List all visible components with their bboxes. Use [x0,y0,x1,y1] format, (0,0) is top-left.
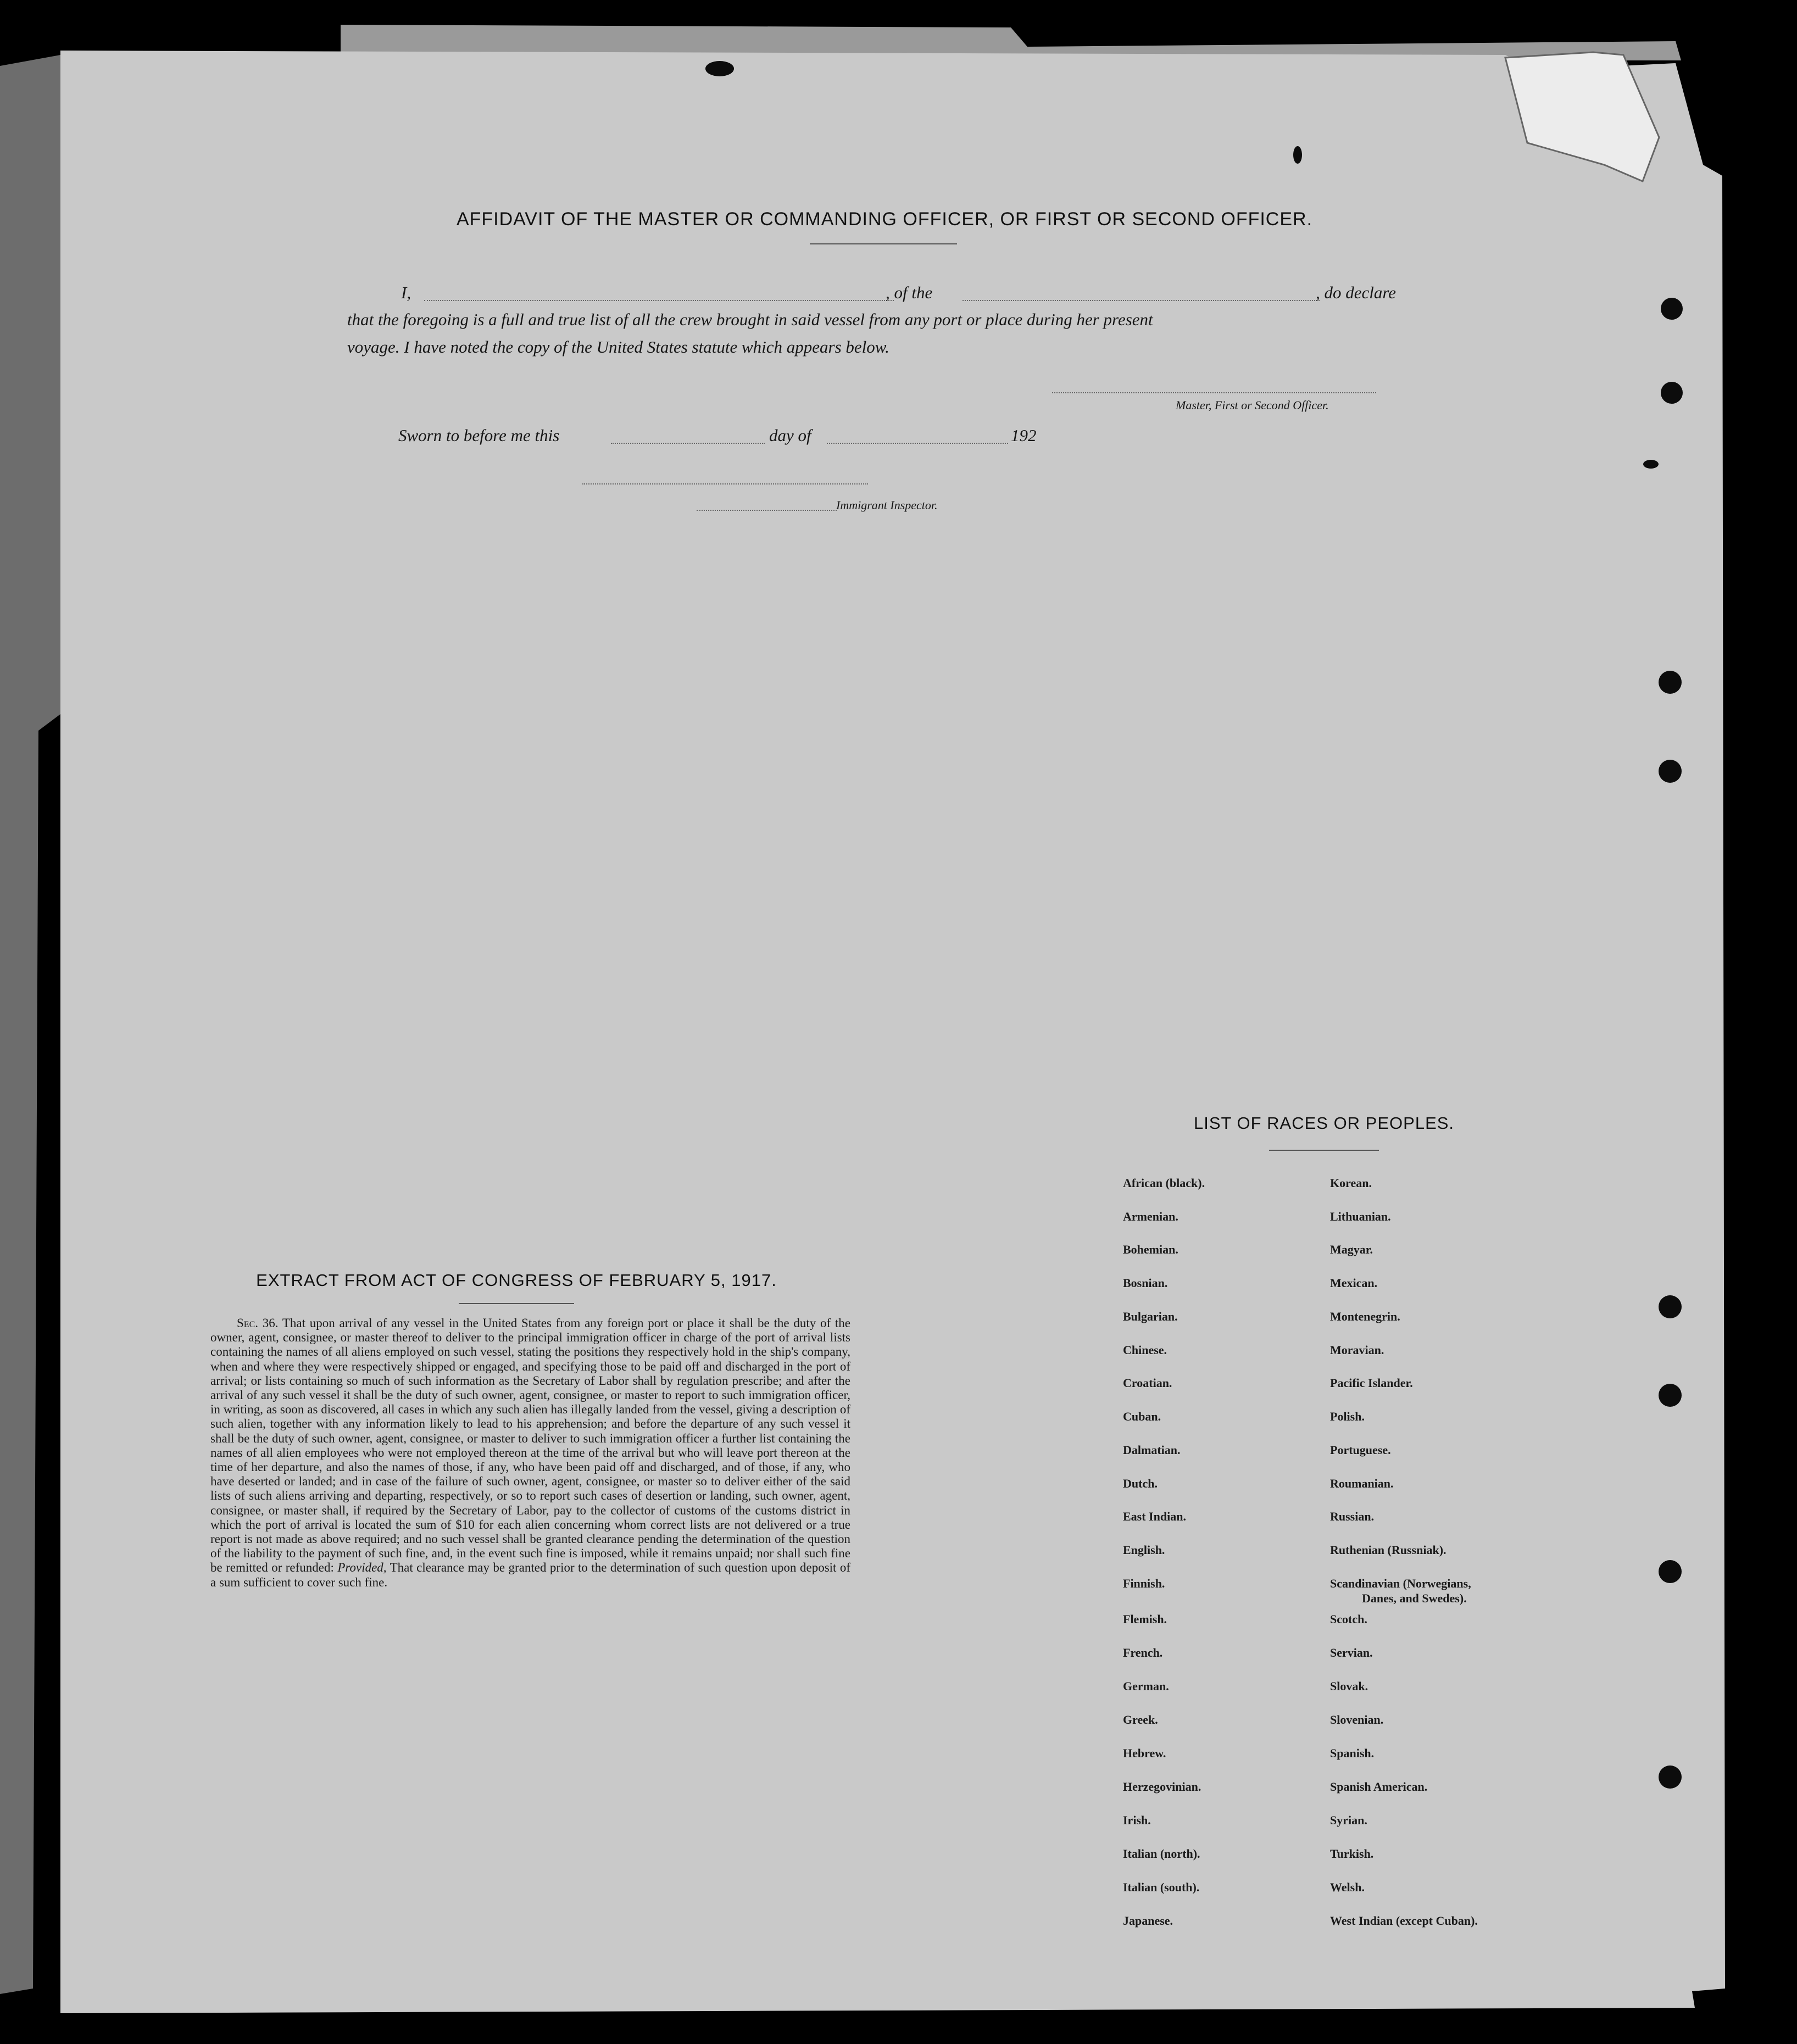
title-underline [810,243,957,244]
race-item: Armenian. [1123,1210,1178,1223]
race-item: Dalmatian. [1123,1443,1181,1457]
race-item: Polish. [1330,1410,1365,1423]
day-blank[interactable] [611,443,765,444]
race-item: Bulgarian. [1123,1310,1178,1323]
race-item: Pacific Islander. [1330,1376,1413,1390]
race-item: Spanish American. [1330,1780,1428,1794]
race-item: Italian (south). [1123,1880,1200,1894]
race-item: Dutch. [1123,1477,1158,1490]
race-item: French. [1123,1646,1163,1659]
extract-text-part2: That clearance may be granted prior to the determination of such question upon deposit of a sum sufficient to cover such fine. [210,1561,851,1589]
race-item: Bosnian. [1123,1276,1168,1290]
race-item-continued: Danes, and Swedes). [1362,1591,1467,1605]
race-item: African (black). [1123,1176,1205,1190]
race-item: Mexican. [1330,1276,1378,1290]
inspector-label: Immigrant Inspector. [836,498,938,512]
extract-body [210,1316,850,1590]
race-item: Herzegovinian. [1123,1780,1201,1794]
affidavit-declare: , do declare [1316,283,1397,302]
race-item: Japanese. [1123,1914,1173,1928]
races-title: LIST OF RACES OR PEOPLES. [1193,1113,1455,1133]
affidavit-of-the: , of the [886,283,933,302]
race-item: Syrian. [1330,1813,1367,1827]
race-item: Slovak. [1330,1679,1368,1693]
inspector-short-line [697,510,837,511]
race-item: Chinese. [1123,1343,1167,1357]
race-item: Italian (north). [1123,1847,1200,1861]
race-item: Spanish. [1330,1746,1375,1760]
inspector-signature-blank[interactable] [582,483,868,484]
race-item: Croatian. [1123,1376,1172,1390]
day-of-text: day of [769,426,811,445]
race-item: Lithuanian. [1330,1210,1391,1223]
races-underline [1269,1150,1379,1151]
race-item: Welsh. [1330,1880,1365,1894]
race-item: Roumanian. [1330,1477,1394,1490]
race-item: Montenegrin. [1330,1310,1400,1323]
name-blank[interactable] [424,300,894,301]
race-item: Ruthenian (Russniak). [1330,1543,1446,1557]
race-item: West Indian (except Cuban). [1330,1914,1478,1928]
affidavit-i: I, [401,283,411,302]
race-item: Slovenian. [1330,1713,1384,1726]
year-text: 192 [1011,426,1037,445]
affidavit-line2: that the foregoing is a full and true list of all the crew brought in said vessel from any port or place during her present [347,310,1153,329]
affidavit-title: AFFIDAVIT OF THE MASTER OR COMMANDING OFFICER, OR FIRST OR SECOND OFFICER. [456,209,1313,230]
race-item: Scandinavian (Norwegians, [1330,1577,1471,1590]
race-item: East Indian. [1123,1510,1186,1523]
extract-text-part1: That upon arrival of any vessel in the United States from any foreign port or place it shall be the duty of the owner, agent, consignee, or master thereof to deliver to the principal immigration officer in charge of the port of arrival lists containing the names of all aliens employed on such vessel, stating the positions they respectively hold in the ship's company, when and where they were respectively shipped or engaged, and specifying those to be paid off and discharged in the port of arrival; or lists containing so much of such information as the Secretary of Labor shall by regulation prescribe; and after the arrival of any such vessel it shall be the duty of such owner, agent, consignee, or master to report to such immigration officer, in writing, as soon as discovered, all cases in which any such alien has illegally landed from the vessel, giving a description of such alien, together with any information likely to lead to his apprehension; and before the departure of any such vessel it shall be the duty of such owner, agent, consignee, or master to deliver to such immigration officer a further list containing the names of all alien employees who were not employed thereon at the time of the arrival but who will leave port thereon at the time of her departure, and also the names of those, if any, who have been paid off and discharged, and of those, if any, who have deserted or landed; and in case of the failure of such owner, agent, consignee, or master so to deliver either of the said lists of such aliens arriving and departing, respectively, or so to report such cases of desertion or landing, such owner, agent, consignee, or master shall, if required by the Secretary of Labor, pay to the collector of customs of the customs district in which the port of arrival is located the sum of $10 for each alien concerning whom correct lists are not delivered or a true report is not made as above required; and no such vessel shall be granted clearance pending the determination of the question of the liability to the payment of such fine, and, in the event such fine is imposed, while it remains unpaid; nor shall such fine be remitted or refunded: [210,1316,850,1575]
extract-underline [459,1303,574,1304]
section-label: Sec. 36. [237,1316,279,1330]
race-item: Servian. [1330,1646,1373,1659]
race-item: German. [1123,1679,1169,1693]
race-item: Moravian. [1330,1343,1384,1357]
race-item: Korean. [1330,1176,1372,1190]
master-label: Master, First or Second Officer. [1176,398,1329,412]
sworn-text: Sworn to before me this [398,426,560,445]
race-item: Turkish. [1330,1847,1374,1861]
race-item: English. [1123,1543,1165,1557]
position-blank[interactable] [963,300,1320,301]
month-blank[interactable] [827,443,1008,444]
extract-title: EXTRACT FROM ACT OF CONGRESS OF FEBRUARY 5, 1917. [256,1271,777,1290]
race-item: Bohemian. [1123,1243,1178,1256]
race-item: Scotch. [1330,1612,1367,1626]
race-item: Hebrew. [1123,1746,1166,1760]
provided-term: Provided, [337,1561,387,1575]
race-item: Finnish. [1123,1577,1165,1590]
affidavit-line3: voyage. I have noted the copy of the United States statute which appears below. [347,337,889,357]
race-item: Russian. [1330,1510,1375,1523]
race-item: Portuguese. [1330,1443,1391,1457]
race-item: Irish. [1123,1813,1151,1827]
race-item: Magyar. [1330,1243,1373,1256]
race-item: Greek. [1123,1713,1158,1726]
race-item: Flemish. [1123,1612,1167,1626]
master-signature-blank[interactable] [1052,392,1376,393]
race-item: Cuban. [1123,1410,1161,1423]
